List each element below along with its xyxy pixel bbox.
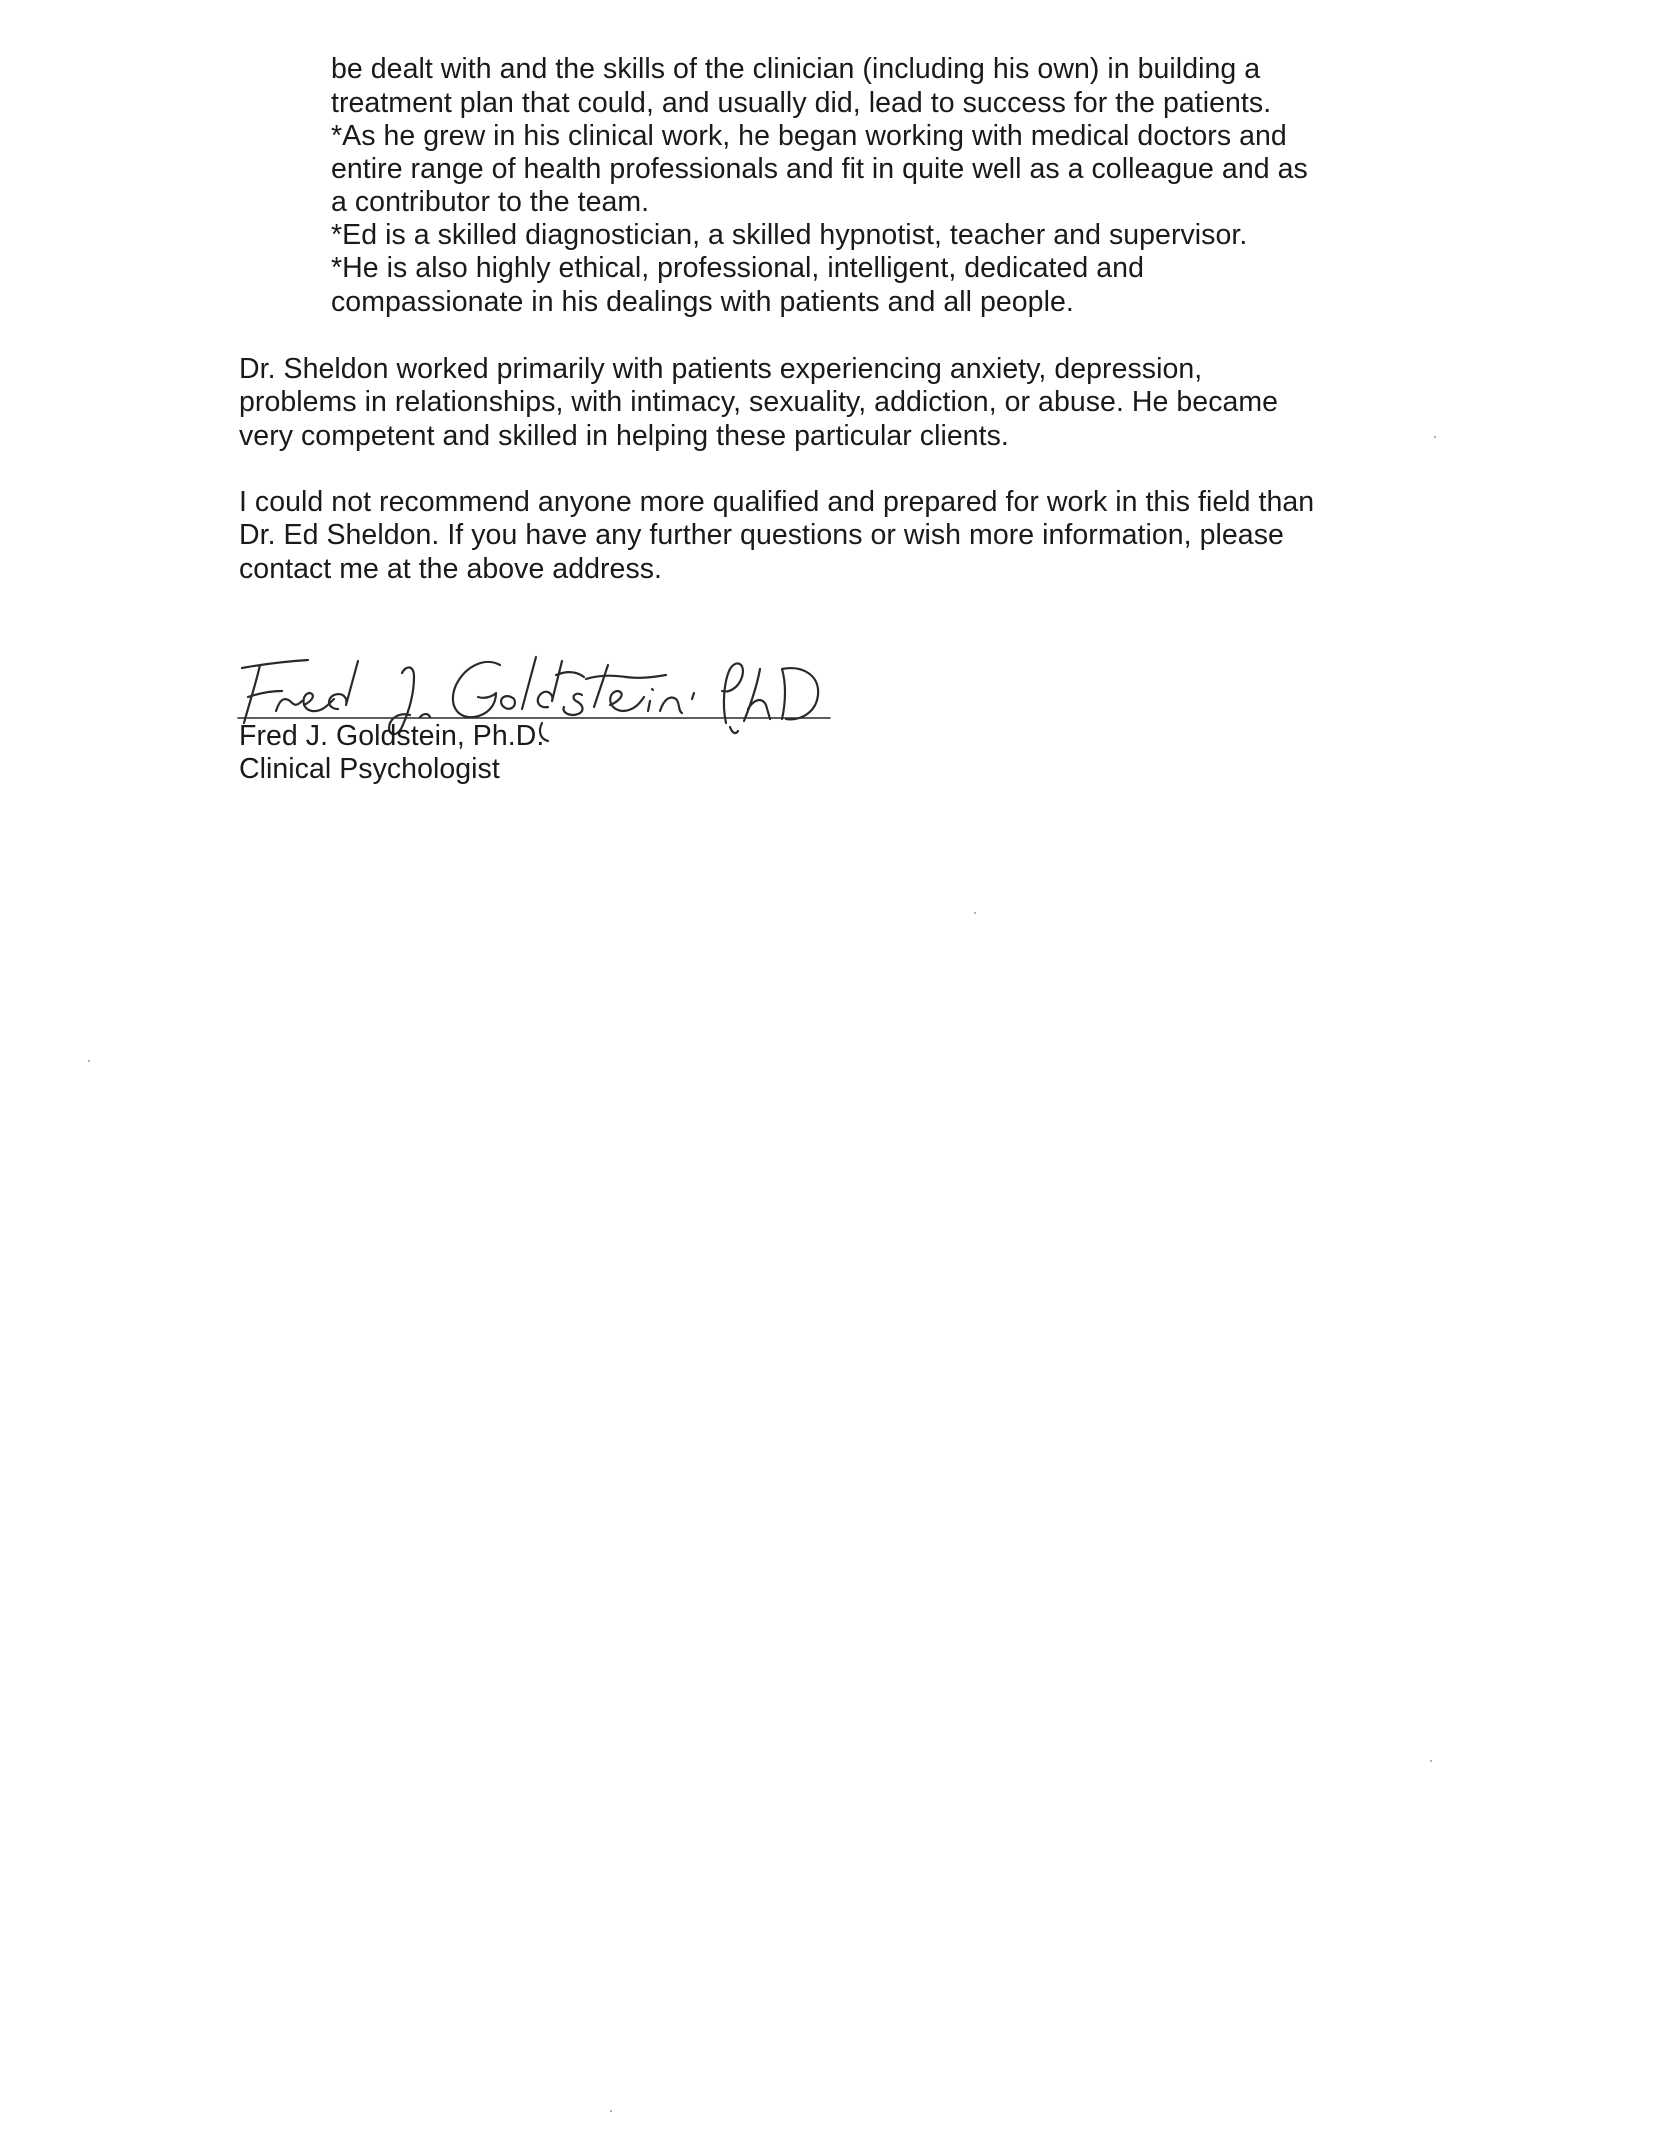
paragraph-line: very competent and skilled in helping these particular clients. <box>239 420 1009 452</box>
bullet-line: a contributor to the team. <box>331 186 650 218</box>
paragraph-line: contact me at the above address. <box>239 553 663 585</box>
bullet-line: *As he grew in his clinical work, he began working with medical doctors and <box>331 120 1287 152</box>
bullet-line: compassionate in his dealings with patients and all people. <box>331 286 1074 318</box>
paragraph-line: Dr. Ed Sheldon. If you have any further questions or wish more information, please <box>239 519 1284 551</box>
bullet-line: entire range of health professionals and fit in quite well as a colleague and as <box>331 153 1308 185</box>
scan-speck <box>88 1060 90 1062</box>
bullet-line: *Ed is a skilled diagnostician, a skilled hypnotist, teacher and supervisor. <box>331 219 1248 251</box>
bullet-line: treatment plan that could, and usually did, lead to success for the patients. <box>331 87 1272 119</box>
scan-speck <box>610 2110 612 2112</box>
scan-speck <box>1430 1760 1432 1762</box>
paragraph-line: Dr. Sheldon worked primarily with patients experiencing anxiety, depression, <box>239 353 1203 385</box>
paragraph-line: I could not recommend anyone more qualified and prepared for work in this field than <box>239 486 1315 518</box>
paragraph-line: problems in relationships, with intimacy, sexuality, addiction, or abuse. He became <box>239 386 1279 418</box>
bullet-line: be dealt with and the skills of the clinician (including his own) in building a <box>331 53 1261 85</box>
bullet-line: *He is also highly ethical, professional, intelligent, dedicated and <box>331 252 1144 284</box>
scan-speck <box>974 912 976 914</box>
signer-title: Clinical Psychologist <box>239 753 500 785</box>
signer-name: Fred J. Goldstein, Ph.D. <box>239 720 545 752</box>
scan-speck <box>1434 436 1436 438</box>
